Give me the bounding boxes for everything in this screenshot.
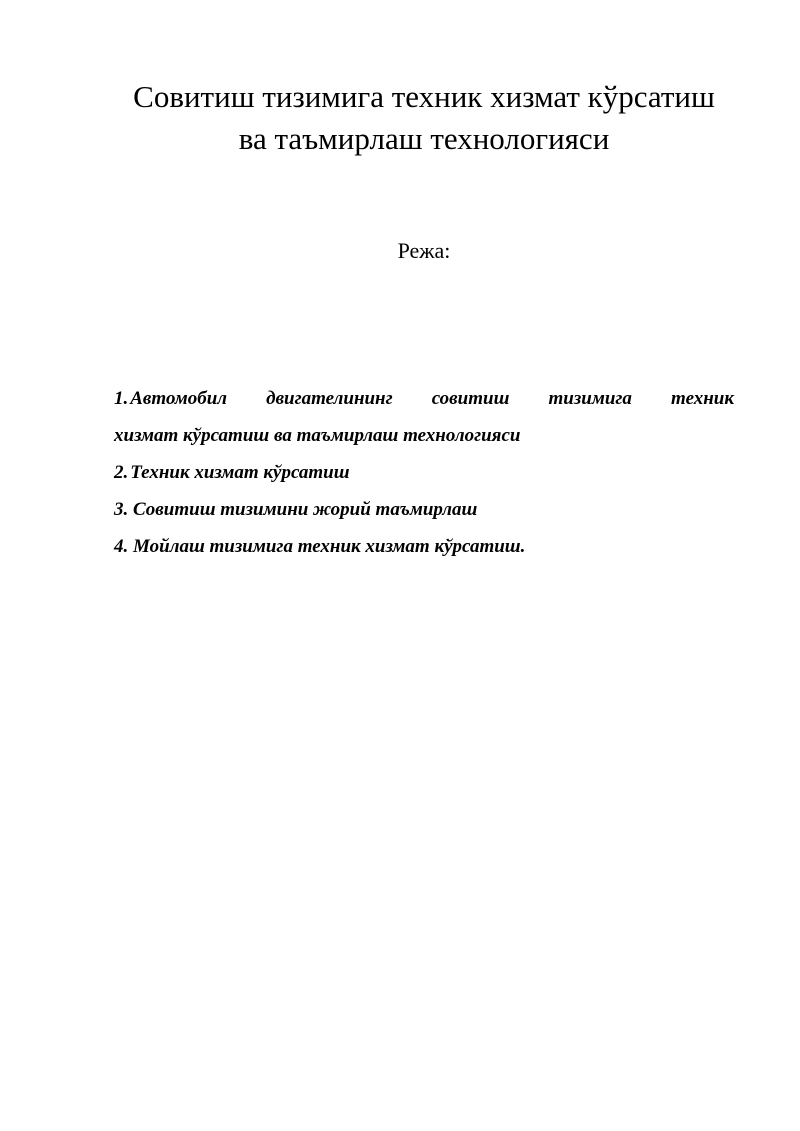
plan-item-text: Совитиш тизимини жорий таъмирлаш [133,499,478,520]
plan-item-text: Автомобил двигателининг совитиш тизимига техник [130,388,734,409]
plan-item-2 [114,454,734,491]
plan-item-text: хизмат кўрсатиш ва таъмирлаш технологияси [114,425,521,446]
plan-item-number: 3. [114,499,129,520]
document-title-line-1: Совитиш тизимига техник хизмат кўрсатиш [133,79,715,114]
plan-item-text: Мойлаш тизимига техник хизмат кўрсатиш. [133,536,526,557]
plan-item-number: 2. [114,462,129,483]
plan-heading: Режа: [397,238,451,263]
plan-item-3 [114,491,734,528]
document-title [100,76,748,160]
plan-item-number: 4. [114,536,129,557]
plan-item-4 [114,528,734,565]
document-title-line-2: ва таъмирлаш технологияси [238,121,610,156]
plan-list [114,380,734,565]
plan-item-1-continuation [114,417,734,454]
plan-item-number: 1. [114,388,129,409]
plan-item-1 [114,380,734,417]
plan-item-text: Техник хизмат кўрсатиш [130,462,350,483]
